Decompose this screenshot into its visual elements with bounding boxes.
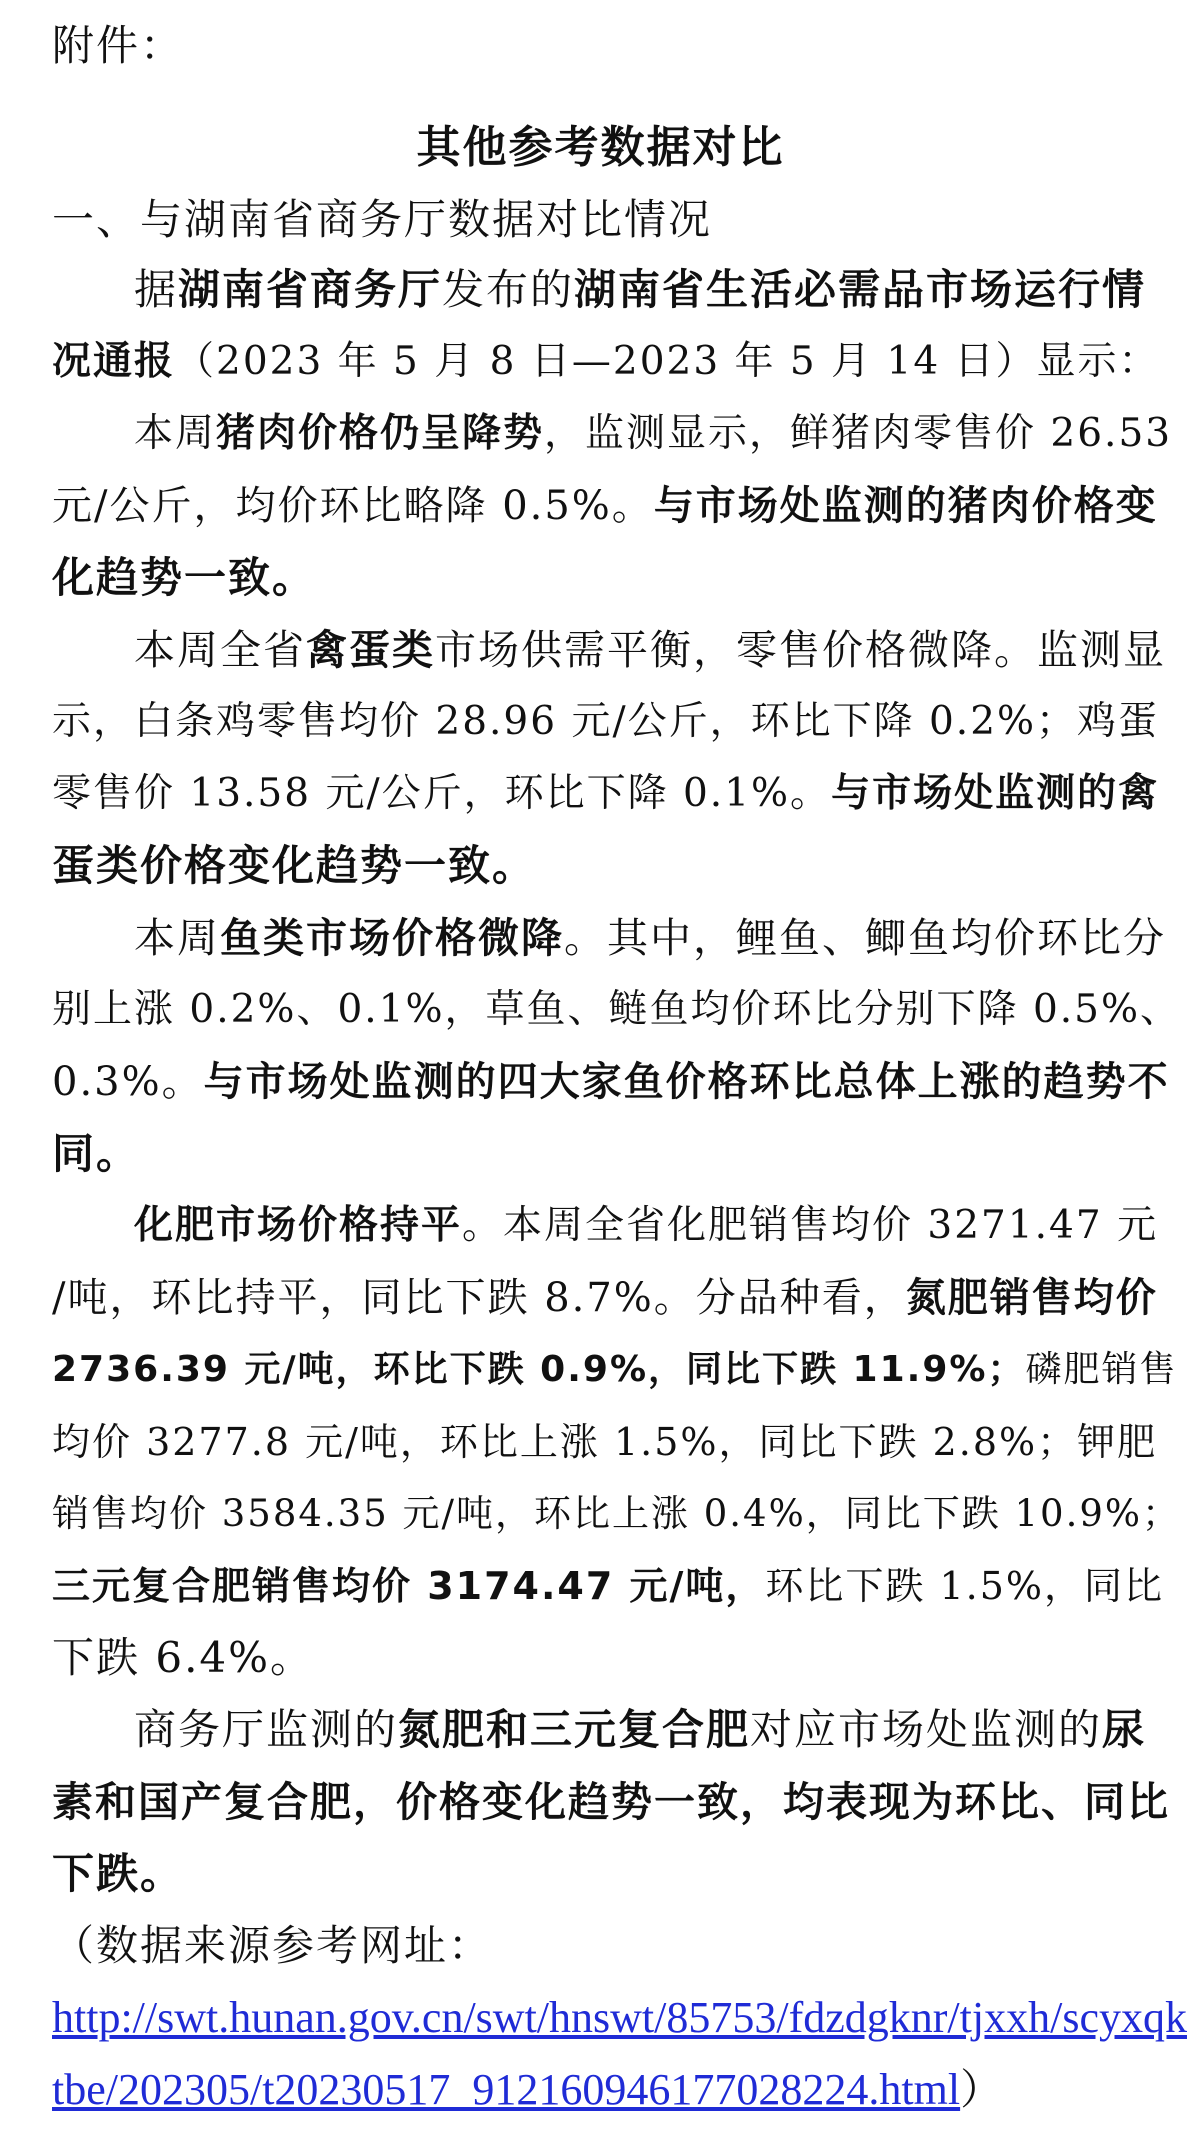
- fish-bold: 鱼类市场价格微降: [220, 914, 564, 962]
- pork-text: 元/公斤，均价环比略降 0.5%。: [52, 483, 654, 529]
- fertilizer-line-6: [52, 1550, 1165, 1622]
- fish-line-1: [134, 902, 1164, 974]
- intro-source-bold: 湖南省商务厅: [178, 265, 443, 314]
- pork-text: 本周: [134, 411, 217, 456]
- intro-report-bold: 况通报: [52, 339, 176, 384]
- fish-text: 0.3%。: [52, 1059, 204, 1105]
- fertilizer-text: 磷肥销售: [1025, 1349, 1178, 1390]
- fish-bold: 与市场处监测的四大家鱼价格环比总体上涨的趋势不: [203, 1059, 1170, 1105]
- eggs-line-3: [52, 758, 1162, 830]
- eggs-text: 市场供需平衡，零售价格微降。监测显: [435, 626, 1166, 674]
- intro-text: 发布的: [442, 265, 575, 314]
- fertilizer-line-3: [52, 1334, 1178, 1406]
- conclusion-bold: 氮肥和三元复合肥: [398, 1705, 751, 1754]
- fertilizer-line-4: 均价 3277.8 元/吨，环比上涨 1.5%，同比下跌 2.8%；钾肥: [52, 1420, 1158, 1464]
- eggs-bold: 与市场处监测的禽: [831, 771, 1160, 816]
- pork-bold: 与市场处监测的猪肉价格变: [653, 483, 1158, 529]
- pork-line-1: [134, 398, 1173, 470]
- source-close-paren: ）: [960, 2065, 1005, 2114]
- pork-bold: 猪肉价格仍呈降势: [216, 411, 545, 456]
- intro-line-1: [134, 254, 1164, 326]
- intro-report-bold: 湖南省生活必需品市场运行情: [574, 265, 1147, 314]
- intro-text: 据: [134, 265, 179, 314]
- fertilizer-bold: 2736.39 元/吨，环比下跌 0.9%，同比下跌 11.9%；: [52, 1349, 1026, 1390]
- fertilizer-line-2: [52, 1262, 1162, 1334]
- pork-line-2: [52, 470, 1162, 542]
- eggs-bold: 禽蛋类: [306, 626, 435, 674]
- fertilizer-bold: 三元复合肥销售均价 3174.47 元/吨，: [52, 1564, 766, 1608]
- conclusion-line-3: 下跌。: [52, 1849, 185, 1898]
- fish-line-4: 同。: [52, 1129, 141, 1178]
- eggs-line-1: [134, 614, 1164, 686]
- conclusion-line-2: 素和国产复合肥，价格变化趋势一致，均表现为环比、同比: [52, 1778, 1170, 1826]
- fertilizer-bold: 氮肥销售均价: [905, 1275, 1158, 1321]
- fertilizer-text: /吨，环比持平，同比下跌 8.7%。分品种看，: [52, 1275, 906, 1321]
- document-title: 其他参考数据对比: [416, 122, 785, 173]
- fertilizer-bold: 化肥市场价格持平: [134, 1203, 463, 1248]
- eggs-line-4: 蛋类价格变化趋势一致。: [52, 841, 537, 890]
- conclusion-text: 商务厅监测的: [134, 1705, 399, 1754]
- eggs-line-2: 示，白条鸡零售均价 28.96 元/公斤，环比下降 0.2%；鸡蛋: [52, 699, 1160, 744]
- intro-line-2: [52, 326, 1162, 398]
- source-url-line-2: [52, 2054, 1162, 2126]
- fish-line-2: 别上涨 0.2%、0.1%，草鱼、鲢鱼均价环比分别下降 0.5%、: [52, 987, 1182, 1032]
- conclusion-text: 对应市场处监测的: [750, 1705, 1103, 1754]
- fish-text: 。其中，鲤鱼、鲫鱼均价环比分: [564, 914, 1166, 962]
- source-url-link[interactable]: http://swt.hunan.gov.cn/swt/hnswt/85753/fdzdgknr/tjxxh/scyxqk: [52, 1993, 1187, 2042]
- attachment-label: 附件：: [52, 21, 185, 70]
- source-url-link[interactable]: tbe/202305/t20230517_912160946177028224.html: [52, 2065, 961, 2114]
- intro-date-range: （2023 年 5 月 8 日—2023 年 5 月 14 日）显示：: [175, 339, 1160, 384]
- pork-line-3: 化趋势一致。: [52, 553, 317, 602]
- fertilizer-text: 。本周全省化肥销售均价 3271.47 元: [462, 1203, 1159, 1248]
- conclusion-line-1: [134, 1694, 1164, 1766]
- eggs-text: 零售价 13.58 元/公斤，环比下降 0.1%。: [52, 771, 832, 816]
- fertilizer-line-1: [134, 1190, 1164, 1262]
- conclusion-bold: 尿: [1102, 1705, 1147, 1754]
- pork-text: ，监测显示，鲜猪肉零售价 26.53: [544, 411, 1173, 456]
- fertilizer-line-5: 销售均价 3584.35 元/吨，环比上涨 0.4%，同比下跌 10.9%；: [52, 1492, 1182, 1535]
- source-label: （数据来源参考网址：: [52, 1921, 493, 1970]
- fertilizer-text: 环比下跌 1.5%，同比: [765, 1564, 1165, 1608]
- section-heading: 一、与湖南省商务厅数据对比情况: [52, 195, 713, 244]
- fish-text: 本周: [134, 914, 220, 962]
- fertilizer-line-7: 下跌 6.4%。: [52, 1633, 315, 1682]
- source-url-line-1: [52, 1982, 1187, 2060]
- eggs-text: 本周全省: [134, 626, 306, 674]
- fish-line-3: [52, 1046, 1170, 1118]
